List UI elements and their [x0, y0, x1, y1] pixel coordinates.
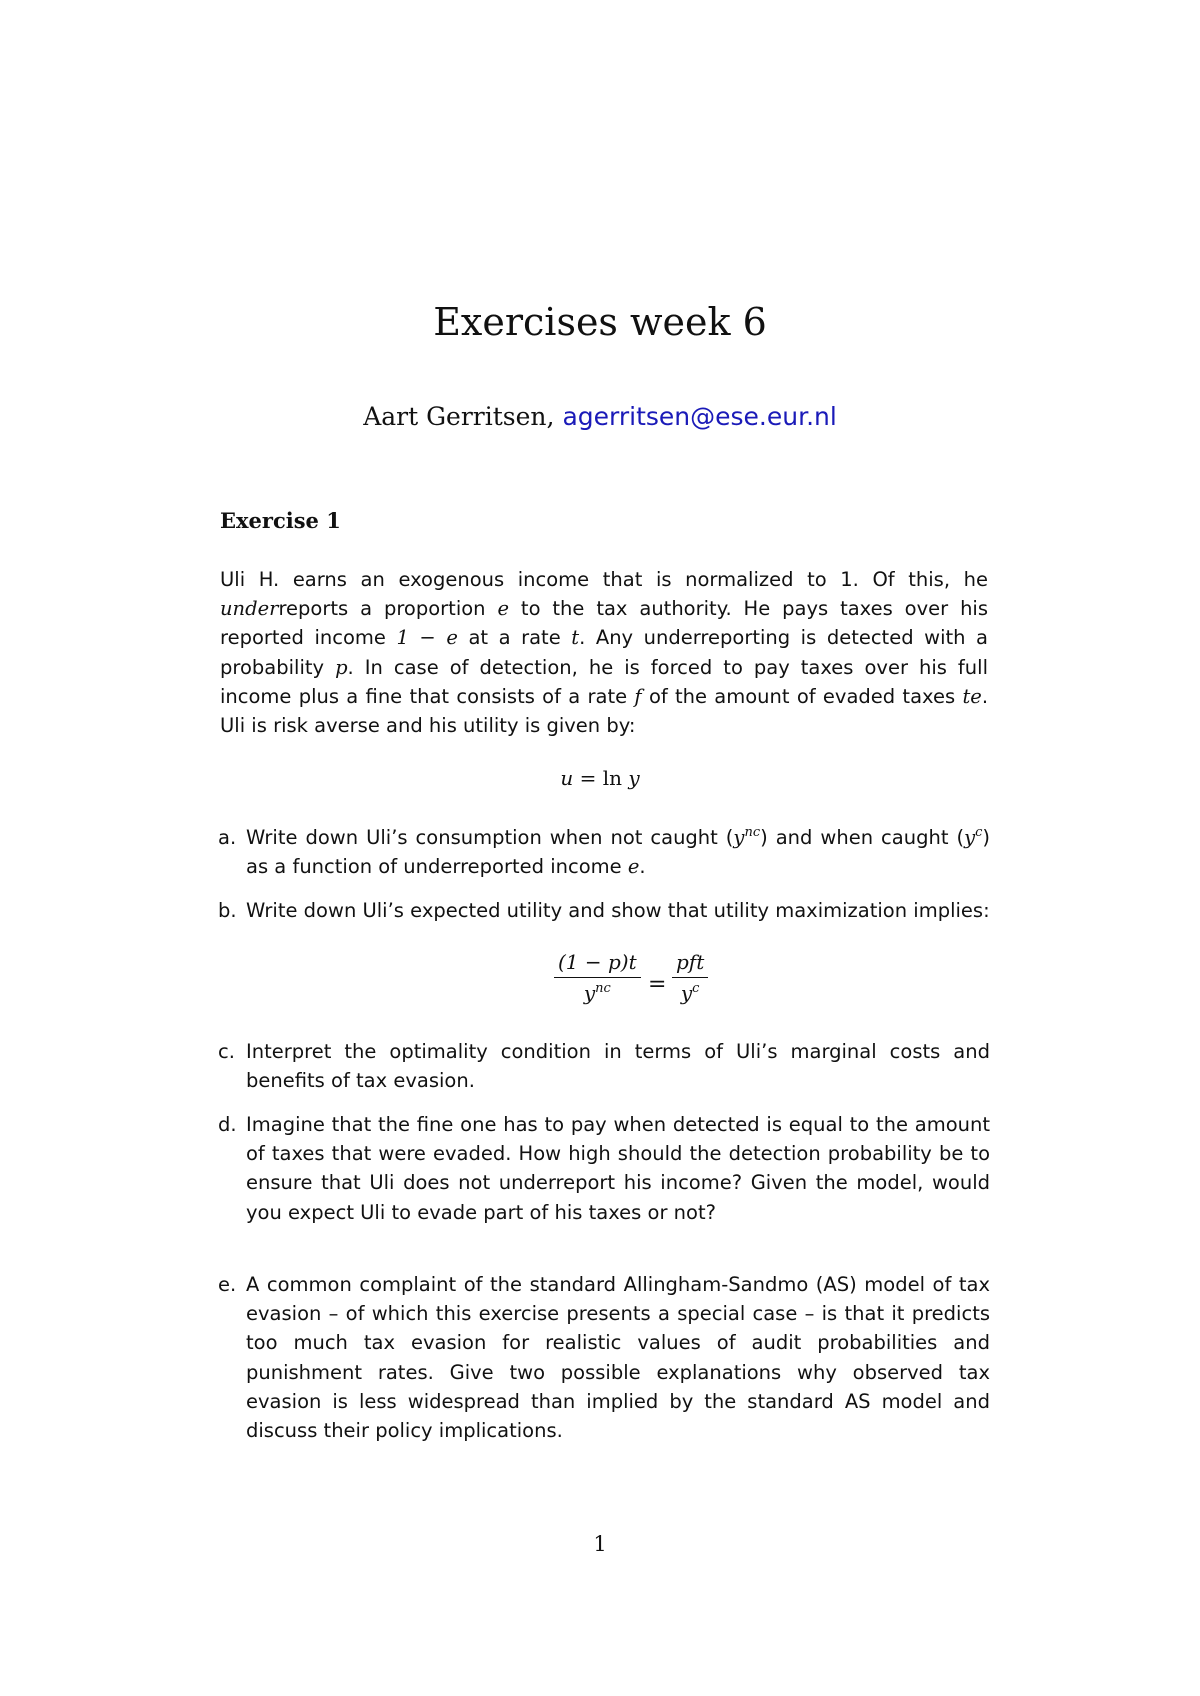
fraction-left-numerator: (1 − p)t [554, 950, 641, 978]
fraction-right-numerator: pft [672, 950, 708, 978]
author-email-link[interactable]: agerritsen@ese.eur.nl [562, 402, 837, 431]
optimality-condition-equation [0, 950, 1200, 1020]
intro-text: . Any underreporting is detected with a probability [220, 626, 989, 679]
list-item-a [218, 823, 990, 881]
variable-y: y [680, 981, 693, 1005]
intro-text: of the amount of evaded taxes [648, 684, 956, 708]
author-line [0, 402, 1200, 431]
list-item-label: d. [218, 1113, 237, 1136]
variable-t: t [571, 626, 580, 650]
intro-text: . In case of detection, he is forced to pay taxes over his full income plus a fine that consists of a rate [220, 655, 988, 708]
variable-e: e [627, 855, 640, 879]
item-text: ) as a function of underreported income [246, 826, 990, 879]
exercise-heading: Exercise 1 [220, 508, 341, 533]
list-item-e [218, 1270, 990, 1445]
intro-text: to the tax authority. He pays taxes over his reported income [220, 597, 989, 650]
superscript-nc: nc [744, 825, 761, 840]
list-item-c [218, 1037, 990, 1095]
equals-sign: = [648, 972, 667, 997]
utility-rhs-variable: y [628, 766, 640, 790]
list-item-label: e. [218, 1273, 237, 1296]
intro-text: . Uli is risk averse and his utility is given by: [220, 684, 989, 738]
utility-equation [0, 766, 1200, 790]
variable-y: y [964, 826, 976, 849]
list-item-d [218, 1110, 990, 1227]
superscript-c: c [692, 981, 700, 996]
variable-p: p [335, 655, 348, 679]
intro-text: at a rate [468, 626, 561, 650]
list-item-label: b. [218, 899, 237, 922]
item-text: Write down Uli’s consumption when not caught ( [246, 826, 734, 849]
utility-lhs: u [560, 766, 574, 790]
variable-f: f [634, 684, 642, 708]
item-text: Interpret the optimality condition in terms of Uli’s marginal costs and benefits of tax evasion. [246, 1040, 990, 1093]
variable-e: e [497, 597, 509, 621]
fraction-left-denominator [554, 978, 641, 1005]
fraction-right [672, 950, 708, 1005]
intro-text: reports a proportion [278, 597, 486, 621]
intro-text: Uli H. earns an exogenous income that is normalized to 1. Of this, he [220, 568, 988, 591]
variable-y: y [583, 981, 596, 1005]
fraction-left [554, 950, 641, 1005]
ln-operator: ln [602, 766, 629, 790]
item-text: ) and when caught ( [760, 826, 965, 849]
variable-y: y [733, 826, 745, 849]
page-number: 1 [593, 1532, 607, 1556]
emphasis-under: under [220, 597, 279, 621]
list-item-b [218, 896, 990, 925]
item-text: . [639, 855, 646, 879]
variable-te: te [962, 684, 982, 708]
fraction-right-denominator [672, 978, 708, 1005]
item-text: Imagine that the fine one has to pay when detected is equal to the amount of taxes that were evaded. How high should the detection probability be to ensure that Uli does not underreport his income? Given the model, would you expect Uli to evade part of his taxes or not? [246, 1113, 990, 1224]
author-name: Aart Gerritsen, [363, 402, 555, 431]
superscript-nc: nc [595, 981, 611, 996]
equals-sign: = [573, 766, 603, 790]
list-item-label: c. [218, 1040, 235, 1063]
page-title: Exercises week 6 [433, 300, 767, 344]
expression-1-minus-e: 1 − e [396, 626, 458, 650]
list-item-label: a. [218, 826, 237, 849]
superscript-c: c [975, 825, 983, 840]
item-text: A common complaint of the standard Allingham-Sandmo (AS) model of tax evasion – of which this exercise presents a special case – is that it predicts too much tax evasion for realistic values of audit probabilities and punishment rates. Give two possible explanations why observed tax evasion is less widespread than implied by the standard AS model and discuss their policy implications. [246, 1273, 990, 1443]
exercise-intro-paragraph [220, 565, 988, 740]
item-text: Write down Uli’s expected utility and show that utility maximization implies: [246, 899, 990, 922]
